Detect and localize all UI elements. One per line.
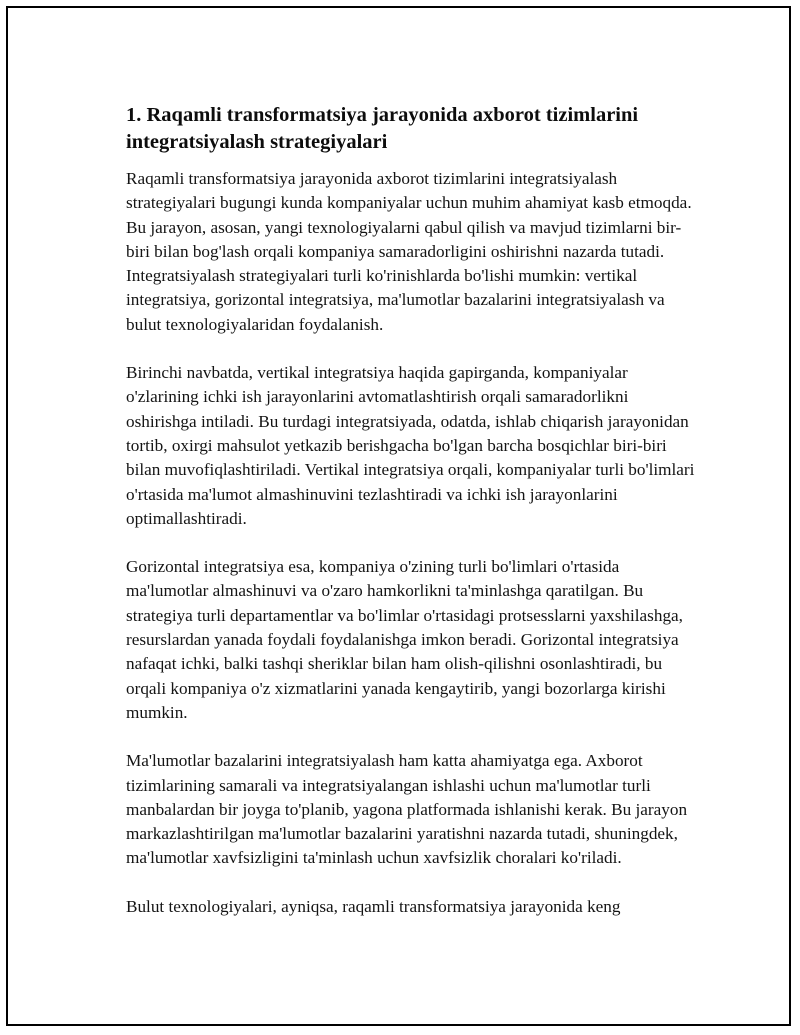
document-body [126, 102, 700, 943]
paragraph-database-integration: Ma'lumotlar bazalarini integratsiyalash ham katta ahamiyatga ega. Axborot tizimlarining samarali va integratsiyalangan ishlashi uchun ma'lumotlar turli manbalardan bir joyga to'planib, yagona platformada ishlanishi kerak. Bu jarayon markazlashtirilgan ma'lumotlar bazalarini yaratishni nazarda tutadi, shuningdek, ma'lumotlar xavfsizligini ta'minlash uchun xavfsizlik choralari ko'riladi. [126, 751, 688, 868]
page-frame [6, 6, 791, 1026]
paragraph-horizontal-integration: Gorizontal integratsiya esa, kompaniya o'zining turli bo'limlari o'rtasida ma'lumotlar almashinuvi va o'zaro hamkorlikni ta'minlashga qaratilgan. Bu strategiya turli departamentlar va bo'limlar o'rtasidagi protsesslarni yaxshilashga, resurslardan yanada foydali foydalanishga imkon beradi. Gorizontal integratsiya nafaqat ichki, balki tashqi sheriklar bilan ham olish-qilishni osonlashtiradi, bu orqali kompaniya o'z xizmatlarini yanada kengaytirib, yangi bozorlarga kirishi mumkin. [126, 557, 683, 722]
section-heading: 1. Raqamli transformatsiya jarayonida axborot tizimlarini integratsiyalash strategiyalari [126, 104, 639, 153]
paragraph-intro: Raqamli transformatsiya jarayonida axborot tizimlarini integratsiyalash strategiyalari bugungi kunda kompaniyalar uchun muhim ahamiyat kasb etmoqda. Bu jarayon, asosan, yangi texnologiyalarni qabul qilish va mavjud tizimlarni bir-biri bilan bog'lash orqali kompaniya samaradorligini oshirishni nazarda tutadi. Integratsiyalash strategiyalari turli ko'rinishlarda bo'lishi mumkin: vertikal integratsiya, gorizontal integratsiya, ma'lumotlar bazalarini integratsiyalash va bulut texnologiyalaridan foydalanish. [126, 169, 692, 334]
paragraph-vertical-integration: Birinchi navbatda, vertikal integratsiya haqida gapirganda, kompaniyalar o'zlarining ichki ish jarayonlarini avtomatlashtirish orqali samaradorlikni oshirishga intiladi. Bu turdagi integratsiyada, odatda, ishlab chiqarish jarayonidan tortib, oxirgi mahsulot yetkazib berishgacha bo'lgan barcha bosqichlar biri-biri bilan muvofiqlashtiriladi. Vertikal integratsiya orqali, kompaniyalar turli bo'limlari o'rtasida ma'lumot almashinuvini tezlashtiradi va ichki ish jarayonlarini optimallashtiradi. [126, 363, 695, 528]
paragraph-cloud-technologies: Bulut texnologiyalari, ayniqsa, raqamli transformatsiya jarayonida keng [126, 896, 621, 916]
